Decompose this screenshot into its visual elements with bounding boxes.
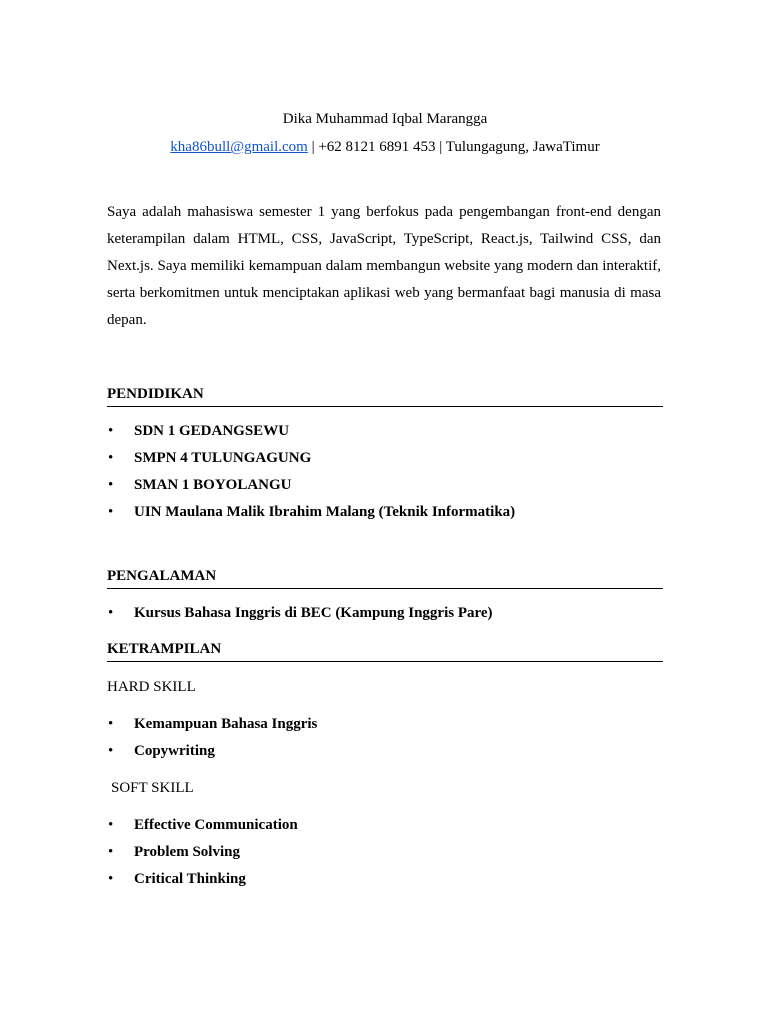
hard-skill-item: Copywriting: [134, 743, 215, 759]
experience-list: [107, 604, 663, 631]
bullet-icon: •: [108, 871, 114, 887]
hard-skill-item: Kemampuan Bahasa Inggris: [134, 716, 318, 732]
list-item: [107, 742, 663, 769]
education-item: UIN Maulana Malik Ibrahim Malang (Teknik Informatika): [134, 504, 516, 520]
soft-skill-list: [107, 816, 663, 897]
bullet-icon: •: [108, 716, 114, 732]
list-item: [107, 715, 663, 742]
list-item: [107, 843, 663, 870]
list-item: [107, 422, 663, 449]
hard-skill-heading: HARD SKILL: [107, 679, 196, 695]
list-item: [107, 476, 663, 503]
bullet-icon: •: [108, 450, 114, 466]
experience-heading: PENGALAMAN: [107, 567, 663, 589]
contact-details: | +62 8121 6891 453 | Tulungagung, JawaTimur: [307, 139, 600, 155]
bullet-icon: •: [108, 423, 114, 439]
soft-skill-item: Critical Thinking: [134, 871, 246, 887]
soft-skill-item: Problem Solving: [134, 844, 240, 860]
list-item: [107, 816, 663, 843]
bullet-icon: •: [108, 477, 114, 493]
soft-skill-heading: SOFT SKILL: [111, 780, 194, 796]
list-item: [107, 870, 663, 897]
education-list: [107, 422, 663, 530]
list-item: [107, 604, 663, 631]
summary-paragraph: Saya adalah mahasiswa semester 1 yang berfokus pada pengembangan front-end dengan keterampilan dalam HTML, CSS, JavaScript, TypeScript, React.js, Tailwind CSS, dan Next.js. Saya memiliki kemampuan dalam membangun website yang modern dan interaktif, serta berkomitmen untuk menciptakan aplikasi web yang bermanfaat bagi manusia di masa depan.: [107, 204, 661, 328]
contact-line: [107, 138, 663, 156]
bullet-icon: •: [108, 844, 114, 860]
list-item: [107, 449, 663, 476]
hard-skill-list: [107, 715, 663, 769]
resume-name: Dika Muhammad Iqbal Marangga: [282, 111, 488, 127]
education-heading: PENDIDIKAN: [107, 385, 663, 407]
email-link[interactable]: kha86bull@gmail.com: [170, 139, 308, 155]
experience-item: Kursus Bahasa Inggris di BEC (Kampung Inggris Pare): [134, 605, 493, 621]
list-item: [107, 503, 663, 530]
bullet-icon: •: [108, 743, 114, 759]
skills-heading: KETRAMPILAN: [107, 640, 663, 662]
education-item: SDN 1 GEDANGSEWU: [134, 423, 290, 439]
soft-skill-item: Effective Communication: [134, 817, 298, 833]
education-item: SMAN 1 BOYOLANGU: [134, 477, 292, 493]
education-item: SMPN 4 TULUNGAGUNG: [134, 450, 312, 466]
bullet-icon: •: [108, 605, 114, 621]
bullet-icon: •: [108, 504, 114, 520]
bullet-icon: •: [108, 817, 114, 833]
